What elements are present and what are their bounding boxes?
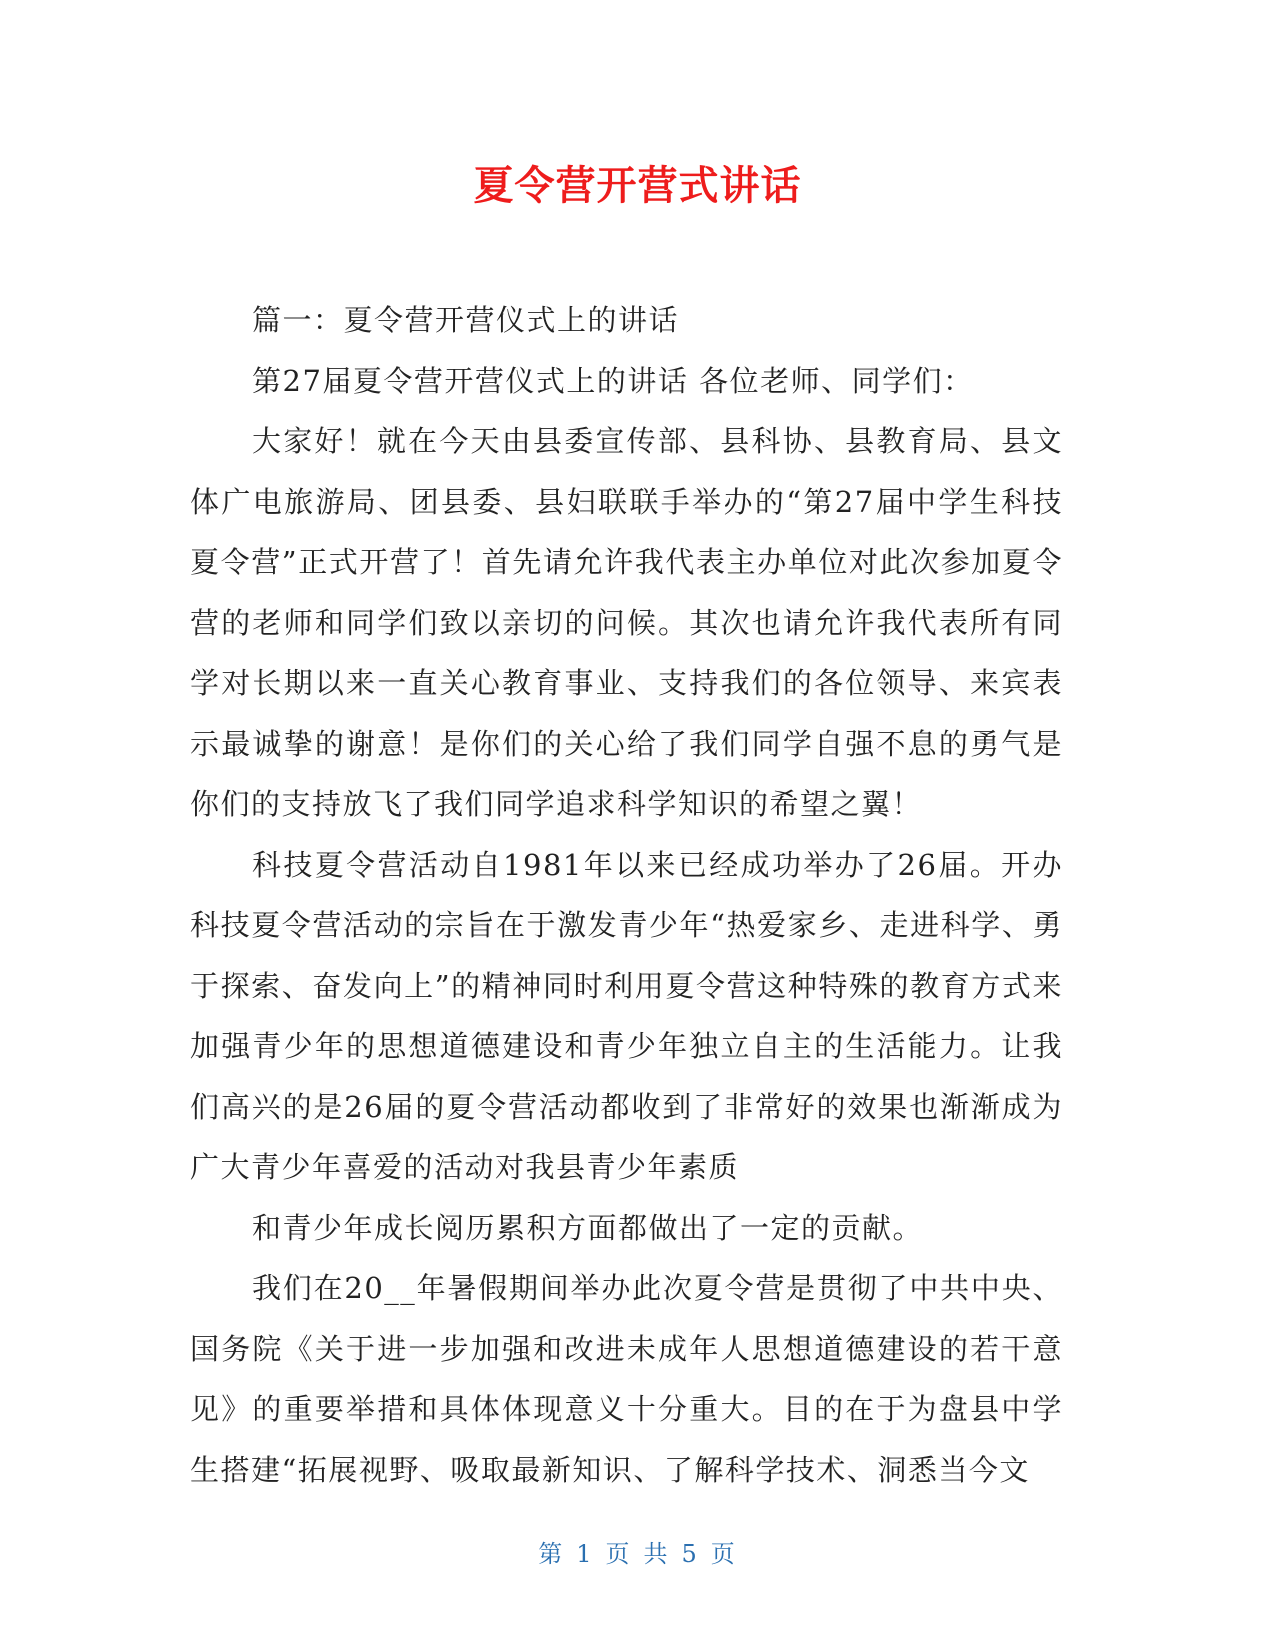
document-body xyxy=(190,290,1063,1500)
page-footer xyxy=(0,1538,1275,1570)
paragraph: 和青少年成长阅历累积方面都做出了一定的贡献。 xyxy=(252,1210,924,1245)
footer-label-total-unit: 页 xyxy=(710,1540,737,1568)
paragraph: 大家好！就在今天由县委宣传部、县科协、县教育局、县文体广电旅游局、团县委、县妇联联手举办的“第27届中学生科技夏令营”正式开营了！首先请允许我代表主办单位对此次参加夏令营的老师和同学们致以亲切的问候。其次也请允许我代表所有同学对长期以来一直关心教育事业、支持我们的各位领导、来宾表示最诚挚的谢意！是你们的关心给了我们同学自强不息的勇气是你们的支持放飞了我们同学追求科学知识的希望之翼！ xyxy=(190,424,1063,821)
footer-label-total: 共 xyxy=(643,1540,670,1568)
footer-label-page-unit: 页 xyxy=(605,1540,632,1568)
footer-label-page: 第 xyxy=(538,1540,565,1568)
paragraph: 第27届夏令营开营仪式上的讲话 各位老师、同学们： xyxy=(252,363,974,398)
footer-total-pages: 5 xyxy=(681,1540,699,1568)
paragraph: 科技夏令营活动自1981年以来已经成功举办了26届。开办科技夏令营活动的宗旨在于激发青少年“热爱家乡、走进科学、勇于探索、奋发向上”的精神同时利用夏令营这种特殊的教育方式来加强青少年的思想道德建设和青少年独立自主的生活能力。让我们高兴的是26届的夏令营活动都收到了非常好的效果也渐渐成为广大青少年喜爱的活动对我县青少年素质 xyxy=(190,847,1063,1184)
document-title: 夏令营开营式讲话 xyxy=(473,163,802,209)
paragraph: 我们在20__年暑假期间举办此次夏令营是贯彻了中共中央、国务院《关于进一步加强和改进未成年人思想道德建设的若干意见》的重要举措和具体体现意义十分重大。目的在于为盘县中学生搭建“拓展视野、吸取最新知识、了解科学技术、洞悉当今文 xyxy=(190,1271,1063,1487)
paragraph: 篇一：夏令营开营仪式上的讲话 xyxy=(252,303,680,337)
footer-current-page: 1 xyxy=(576,1540,594,1568)
